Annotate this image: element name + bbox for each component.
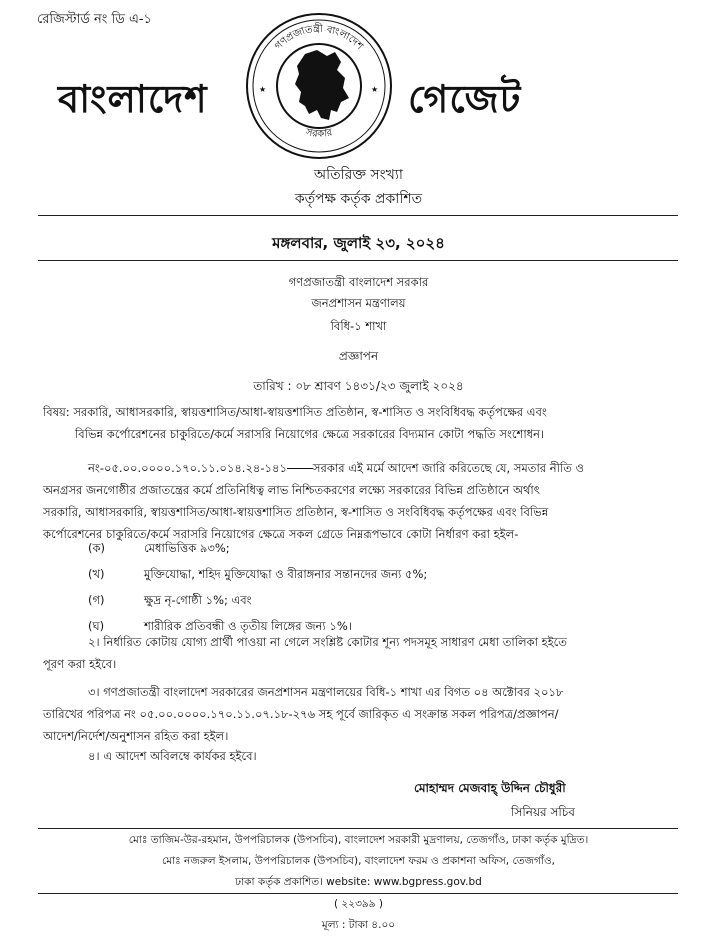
registration-number: রেজিস্টার্ড নং ডি এ-১ (37, 12, 152, 27)
para1-line-1 (88, 458, 584, 480)
gazette-number: ( ২২৩৯৯ ) (334, 898, 383, 910)
quota-label: (গ) (88, 593, 105, 607)
printer-credit: মোঃ তাজিম-উর-রহমান, উপপরিচালক (উপসচিব), বাংলাদেশ সরকারী মুদ্রণালয়, তেজগাঁও, ঢাকা কর্তৃক মুদ্রিত। (128, 834, 589, 846)
svg-text:★: ★ (371, 85, 379, 94)
header-rule-top (38, 215, 678, 216)
para2-line-1: ২। নির্ধারিত কোটায় যোগ্য প্রার্থী পাওয়া না গেলে সংশ্লিষ্ট কোটার শূন্য পদসমূহ সাধারণ মেধা তালিকা হইতে (88, 635, 567, 649)
svg-text:★: ★ (259, 85, 267, 94)
seal-text-bottom: সরকার (304, 127, 334, 140)
gazette-title-right: গেজেট (408, 77, 522, 121)
para1-line-3: সরকারি, আধাসরকারি, স্বায়ত্তশাসিত/আধা-স্বায়ত্তশাসিত প্রতিষ্ঠান, স্ব-শাসিত ও সংবিধিবদ্ধ কর্তৃপক্ষের এবং বিভিন্ন (43, 505, 549, 519)
quota-text: মুক্তিযোদ্ধা, শহিদ মুক্তিযোদ্ধা ও বীরাঙ্গনার সন্তানদের জন্য ৫%; (144, 567, 428, 581)
signatory-title: সিনিয়র সচিব (511, 805, 575, 819)
ministry-name: জনপ্রশাসন মন্ত্রণালয় (311, 296, 406, 310)
svg-text:সরকার (304, 127, 334, 140)
seal-text-top: গণপ্রজাতন্ত্রী বাংলাদেশ (273, 23, 366, 53)
para3-line-2: তারিখের পরিপত্র নং ০৫.০০.০০০০.১৭০.১১.০৭.১৮-২৭৬ সহ পূর্বে জারিকৃত এ সংক্রান্ত সকল পরিপত্র/প্রজ্ঞাপন/ (43, 707, 559, 721)
quota-text: ক্ষুদ্র নৃ-গোষ্ঠী ১%; এবং (144, 593, 252, 607)
para1-line-2: অনগ্রসর জনগোষ্ঠীর প্রজাতন্ত্রের কর্মে প্রতিনিধিত্ব লাভ নিশ্চিতকরণের লক্ষ্যে সরকারের বিভিন্ন প্রতিষ্ঠানে অর্থাৎ (43, 483, 540, 497)
publisher-website: ঢাকা কর্তৃক প্রকাশিত। website: www.bgpress.gov.bd (235, 876, 482, 888)
gazette-title-left: বাংলাদেশ (58, 77, 208, 121)
gazette-price: মূল্য : টাকা ৪.০০ (321, 919, 396, 931)
quota-text: শারীরিক প্রতিবন্ধী ও তৃতীয় লিঙ্গের জন্য ১%। (144, 619, 352, 633)
signatory-name: মোহাম্মদ মেজবাহ্‌ উদ্দিন চৌধুরী (414, 781, 566, 795)
quota-text: মেধাভিত্তিক ৯৩%; (144, 541, 230, 555)
quota-label: (ঘ) (88, 619, 105, 633)
footer-rule-top (38, 828, 678, 829)
para1-line-1-text: সরকার এই মর্মে আদেশ জারি করিতেছে যে, সমতার নীতি ও (312, 461, 584, 475)
government-name: গণপ্রজাতন্ত্রী বাংলাদেশ সরকার (288, 275, 429, 289)
notification-heading: প্রজ্ঞাপন (338, 349, 379, 363)
memo-reference: নং-০৫.০০.০০০০.১৭০.১১.০১৪.২৪-১৪১ (88, 461, 287, 475)
subject-line-1: বিষয়: সরকারি, আধাসরকারি, স্বায়ত্তশাসিত/আধা-স্বায়ত্তশাসিত প্রতিষ্ঠান, স্ব-শাসিত ও সংবিধিবদ্ধ কর্তৃপক্ষের এবং (43, 405, 547, 419)
subject-line-2: বিভিন্ন কর্পোরেশনের চাকুরিতে/কর্মে সরাসরি নিয়োগের ক্ষেত্রে সরকারের বিদ্যমান কোটা পদ্ধতি সংশোধন। (75, 427, 545, 441)
para4: ৪। এ আদেশ অবিলম্বে কার্যকর হইবে। (88, 749, 257, 763)
branch-name: বিধি-১ শাখা (330, 319, 387, 333)
extra-issue-label: অতিরিক্ত সংখ্যা (314, 167, 403, 183)
published-by-label: কর্তৃপক্ষ কর্তৃক প্রকাশিত (294, 191, 423, 207)
issue-date: মঙ্গলবার, জুলাই ২৩, ২০২৪ (272, 234, 445, 252)
header-rule-bottom (38, 260, 678, 261)
footer-rule-bottom (38, 893, 678, 894)
dash-separator (287, 468, 313, 470)
notification-date: তারিখ : ০৮ শ্রাবণ ১৪৩১/২৩ জুলাই ২০২৪ (253, 379, 464, 393)
para3-line-3: আদেশ/নির্দেশ/অনুশাসন রহিত করা হইল। (43, 729, 229, 743)
para3-line-1: ৩। গণপ্রজাতন্ত্রী বাংলাদেশ সরকারের জনপ্রশাসন মন্ত্রণালয়ের বিধি-১ শাখা এর বিগত ০৪ অক্টোবর ২০১৮ (88, 685, 564, 699)
bangladesh-map-shape (295, 50, 349, 120)
publisher-credit: মোঃ নজরুল ইসলাম, উপপরিচালক (উপসচিব), বাংলাদেশ ফরম ও প্রকাশনা অফিস, তেজগাঁও, (161, 855, 556, 867)
government-seal-icon (245, 12, 393, 160)
quota-label: (ক) (88, 541, 106, 555)
para1-line-4: কর্পোরেশনের চাকুরিতে/কর্মে সরাসরি নিয়োগের ক্ষেত্রে সকল গ্রেডে নিম্নরূপভাবে কোটা নির্ধারণ করা হইল- (43, 527, 519, 541)
svg-text:গণপ্রজাতন্ত্রী বাংলাদেশ (273, 22, 366, 53)
quota-label: (খ) (88, 567, 105, 581)
para2-line-2: পূরণ করা হইবে। (43, 657, 117, 671)
